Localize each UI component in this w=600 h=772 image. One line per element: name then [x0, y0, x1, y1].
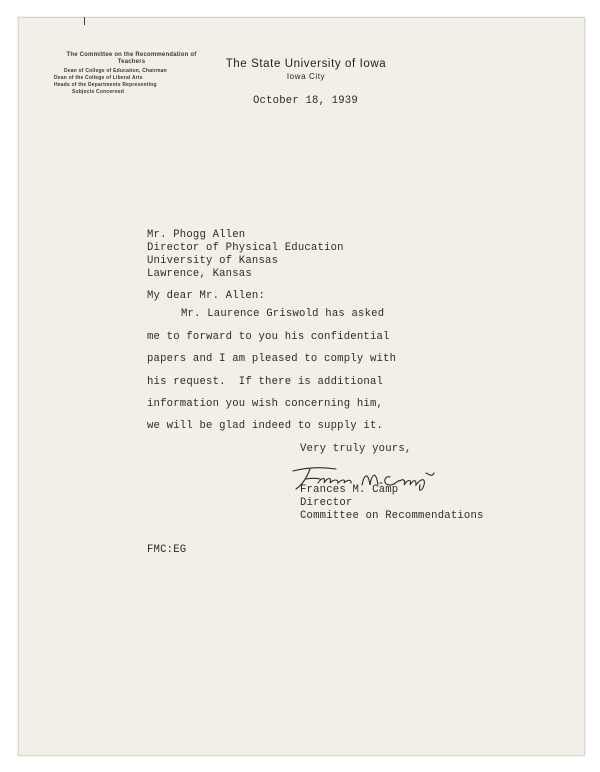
signer-name: Frances M. Camp — [300, 484, 399, 496]
university-letterhead — [206, 58, 406, 81]
fold-mark — [84, 17, 85, 25]
salutation: My dear Mr. Allen: — [147, 290, 266, 302]
committee-letterhead — [54, 52, 209, 96]
body-line: we will be glad indeed to supply it. — [147, 420, 384, 432]
university-city: Iowa City — [286, 72, 326, 81]
recipient-line: Lawrence, Kansas — [147, 268, 252, 280]
signer-department: Committee on Recommendations — [300, 510, 484, 522]
reference-initials: FMC:EG — [147, 544, 187, 556]
body-line: information you wish concerning him, — [147, 398, 384, 410]
recipient-line: Director of Physical Education — [147, 242, 344, 254]
committee-line: Heads of the Departments Representing — [54, 82, 157, 88]
committee-line: Dean of the College of Liberal Arts — [54, 75, 143, 81]
body-line: Mr. Laurence Griswold has asked — [181, 308, 385, 320]
body-line: his request. If there is additional — [147, 376, 384, 388]
letter-date: October 18, 1939 — [253, 95, 358, 107]
committee-line: Subjects Concerned — [72, 89, 124, 95]
recipient-line: Mr. Phogg Allen — [147, 229, 246, 241]
university-name: The State University of Iowa — [225, 58, 387, 70]
committee-title: The Committee on the Recommendation of Teachers — [66, 52, 197, 65]
body-line: me to forward to you his confidential — [147, 331, 390, 343]
committee-line: Dean of College of Education, Chairman — [64, 68, 167, 74]
recipient-line: University of Kansas — [147, 255, 279, 267]
signer-title: Director — [300, 497, 353, 509]
closing: Very truly yours, — [300, 443, 412, 455]
body-line: papers and I am pleased to comply with — [147, 353, 397, 365]
